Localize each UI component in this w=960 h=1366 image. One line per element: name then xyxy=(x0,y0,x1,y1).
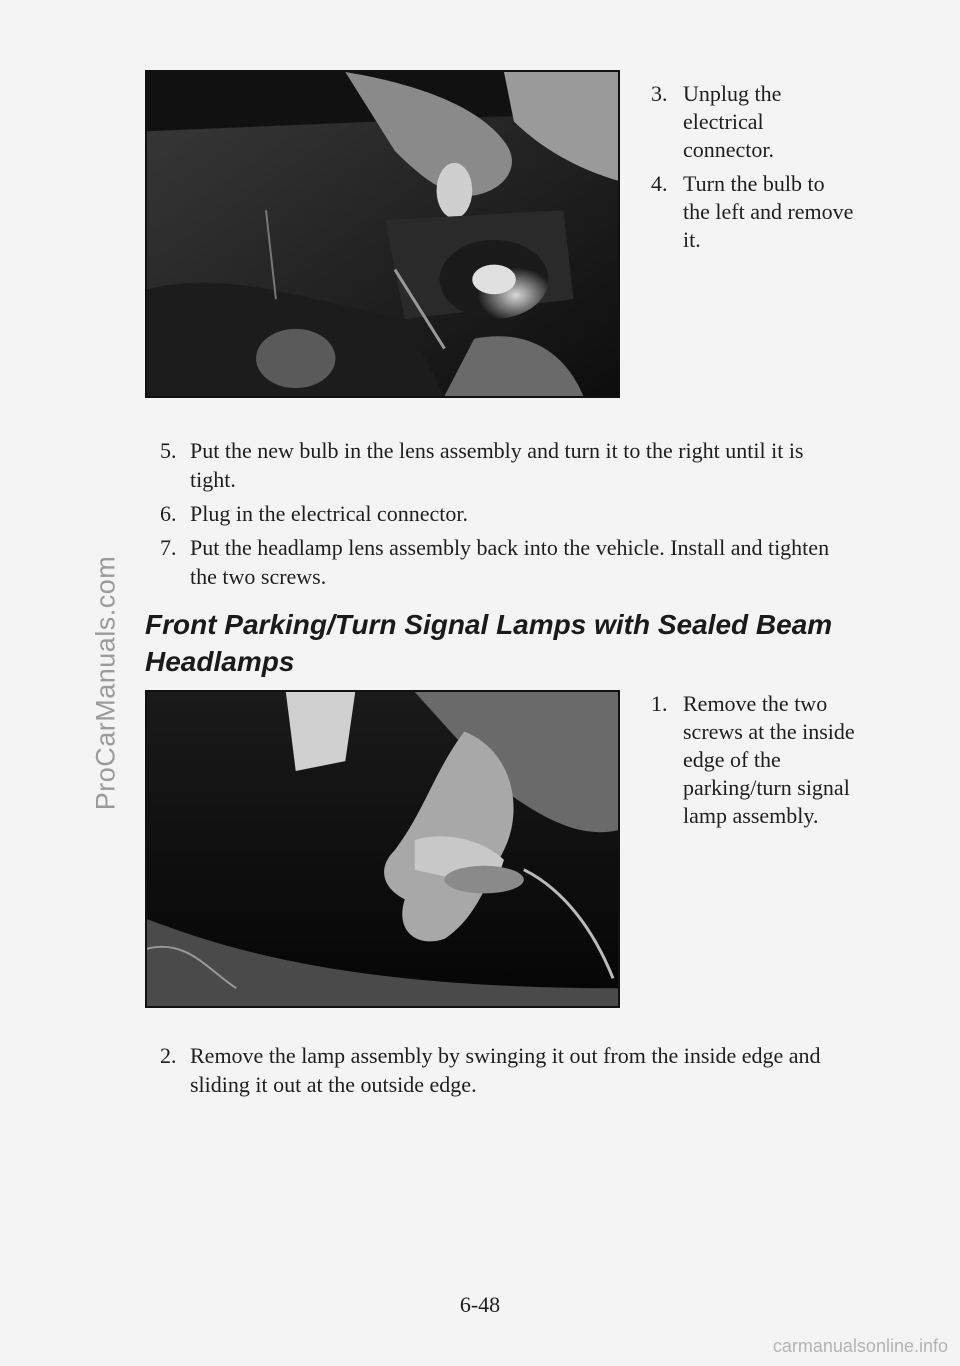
step-number: 3. xyxy=(651,81,668,106)
step-number: 7. xyxy=(160,535,177,560)
steps-middle-list xyxy=(160,436,850,596)
side-watermark: ProCarManuals.com xyxy=(90,555,121,811)
step-number: 5. xyxy=(160,438,177,463)
step-number: 2. xyxy=(160,1043,177,1068)
steps-top-list xyxy=(645,80,855,260)
step-number: 6. xyxy=(160,501,177,526)
step-text: Put the new bulb in the lens assembly and turn it to the right until it is tight. xyxy=(190,438,804,492)
photo-parking-lamp-screws xyxy=(145,690,620,1008)
step-text: Unplug the electrical connector. xyxy=(683,81,782,162)
list-item xyxy=(645,690,855,830)
bottom-watermark: carmanualsonline.info xyxy=(772,1336,948,1356)
page-number: 6-48 xyxy=(459,1292,501,1317)
step-text: Remove the lamp assembly by swinging it out from the inside edge and sliding it out at the outside edge. xyxy=(190,1043,821,1097)
step-text: Plug in the electrical connector. xyxy=(190,501,468,526)
step-number: 1. xyxy=(651,691,668,716)
list-item xyxy=(645,170,855,254)
list-item xyxy=(160,499,850,528)
section-heading: Front Parking/Turn Signal Lamps with Sealed Beam Headlamps xyxy=(145,609,833,677)
steps-bottom-list xyxy=(160,1041,850,1104)
photo-headlamp-bulb-removal xyxy=(145,70,620,398)
step-text: Turn the bulb to the left and remove it. xyxy=(683,171,854,252)
list-item xyxy=(160,436,850,494)
list-item xyxy=(160,533,850,591)
step-text: Put the headlamp lens assembly back into the vehicle. Install and tighten the two screws. xyxy=(190,535,830,589)
step-number: 4. xyxy=(651,171,668,196)
list-item xyxy=(160,1041,850,1099)
list-item xyxy=(645,80,855,164)
step-text: Remove the two screws at the inside edge of the parking/turn signal lamp assembly. xyxy=(683,691,855,828)
steps-section-list xyxy=(645,690,855,836)
